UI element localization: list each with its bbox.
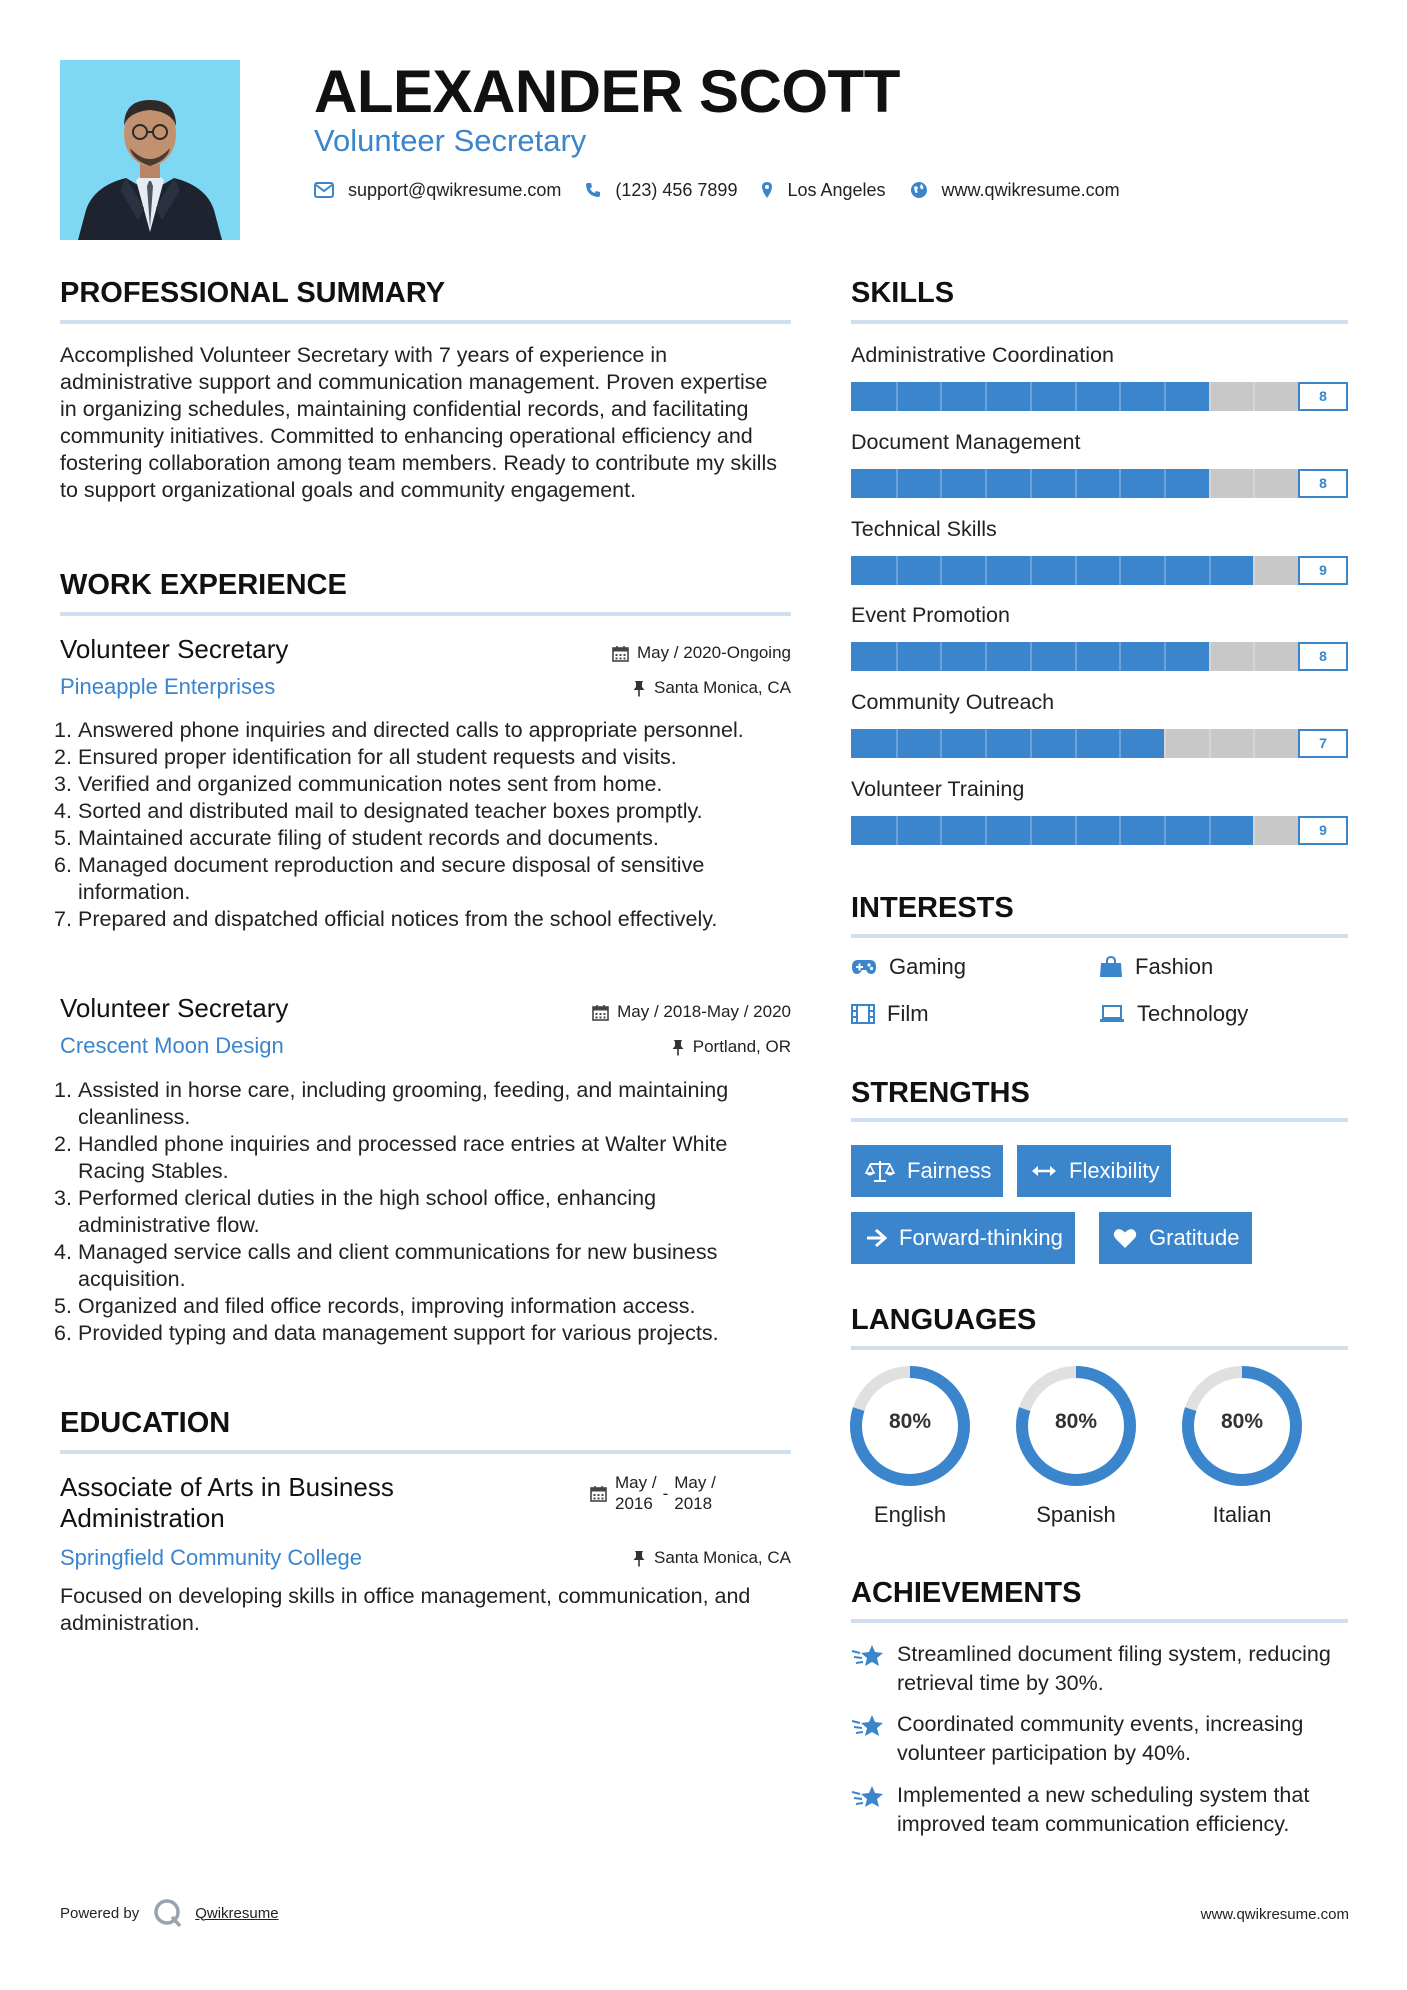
skill-bar-segment [1075,469,1077,498]
language-percent: 80% [1054,1410,1098,1433]
job-title: Volunteer Secretary [60,993,289,1023]
globe-icon [910,181,928,199]
skill-bar-segment [1209,642,1211,671]
strength-label: Flexibility [1069,1158,1160,1183]
skill-bar-segment [1253,469,1255,498]
skill-bar-segment [1209,382,1211,411]
skill-level-badge: 7 [1298,729,1348,758]
list-item: 6. Provided typing and data management support for various projects. [54,1321,719,1345]
skill-bar-segment [896,642,898,671]
achievement-text: Coordinated community events, increasing volunteer participation by 40%. [897,1712,1304,1765]
interest-label: Film [887,1001,929,1026]
languages-heading: LANGUAGES [851,1304,1037,1336]
skill-name: Document Management [851,430,1081,454]
strength-tag [1017,1145,1171,1197]
skill-name: Volunteer Training [851,777,1025,801]
education-start-year: 2016 [615,1494,653,1513]
footer-url[interactable]: www.qwikresume.com [1200,1906,1349,1923]
skill-bar-segment [985,816,987,845]
list-item: 2. Ensured proper identification for all student requests and visits. [54,745,677,769]
gamepad-icon [851,958,877,976]
skill-bar-segment [985,382,987,411]
strengths-heading: STRENGTHS [851,1077,1030,1109]
skill-bar-segment [1030,642,1032,671]
job-dates [592,1001,791,1023]
skill-bar-segment [1075,729,1077,758]
skill-name: Event Promotion [851,603,1010,627]
strength-tag [851,1212,1075,1264]
skill-bar-segment [1164,382,1166,411]
education-dates [590,1472,716,1514]
contact-location [761,180,885,201]
interest-label: Gaming [889,954,967,979]
degree-title-line2: Administration [60,1503,225,1533]
skill-level-badge: 8 [1298,382,1348,411]
skill-bar-segment [1164,816,1166,845]
list-item: 2. Handled phone inquiries and processed race entries at Walter White Racing Stables. [54,1132,728,1183]
job-location-text: Portland, OR [692,1037,791,1056]
contact-bar [314,176,1144,204]
job-dates-text: May / 2018-May / 2020 [617,1002,791,1021]
list-item: 6. Managed document reproduction and secure disposal of sensitive information. [54,853,705,904]
arrows-horizontal-icon [1031,1164,1057,1178]
job-dates-text: May / 2020-Ongoing [636,643,791,662]
list-item: 1. Assisted in horse care, including grooming, feeding, and maintaining cleanliness. [54,1078,729,1129]
skill-bar-segment [896,729,898,758]
skill-level-badge: 8 [1298,642,1348,671]
skill-bar-segment [940,816,942,845]
candidate-title: Volunteer Secretary [314,123,587,158]
qwikresume-link[interactable]: Qwikresume [195,1904,279,1922]
skill-bar-segment [1075,642,1077,671]
phone-icon [585,182,601,198]
film-icon [851,1004,875,1024]
shopping-bag-icon [1099,956,1123,978]
calendar-icon [612,645,629,662]
skill-bar-segment [1164,729,1166,758]
skill-bar-segment [940,729,942,758]
strength-tag [851,1145,1003,1197]
summary-heading: PROFESSIONAL SUMMARY [60,277,446,309]
shooting-star-icon [851,1783,885,1811]
pushpin-icon [671,1039,685,1056]
list-item: 5. Organized and filed office records, improving information access. [54,1294,696,1318]
skill-bar [851,469,1348,498]
map-pin-icon [761,181,773,199]
interest-label: Fashion [1135,954,1214,979]
contact-website-text: www.qwikresume.com [941,179,1120,200]
skill-bar-segment [896,382,898,411]
education-heading: EDUCATION [60,1407,231,1439]
strength-label: Gratitude [1149,1225,1240,1250]
strength-label: Forward-thinking [899,1225,1063,1250]
job-duties-list [54,1077,794,1347]
skill-bar-segment [1209,469,1211,498]
language-name: Spanish [1036,1502,1116,1527]
language-item [848,1364,972,1528]
contact-website[interactable] [910,180,1120,201]
skill-bar-segment [940,556,942,585]
skill-level-badge: 9 [1298,556,1348,585]
achievements-heading: ACHIEVEMENTS [851,1577,1082,1609]
skill-name: Administrative Coordination [851,343,1114,367]
skill-bar-segment [985,729,987,758]
skill-bar-segment [1209,556,1211,585]
strength-tag [1099,1212,1252,1264]
contact-phone-text: (123) 456 7899 [615,179,738,200]
education-end-month: May / [674,1473,716,1492]
qwikresume-logo-icon [153,1898,183,1928]
achievement-item [851,1781,1351,1839]
person-portrait-icon [60,60,240,240]
job-location [632,677,791,699]
language-item [1014,1364,1138,1528]
language-percent: 80% [888,1410,932,1433]
list-item: 1. Answered phone inquiries and directed calls to appropriate personnel. [54,718,744,742]
list-item: 4. Sorted and distributed mail to designated teacher boxes promptly. [54,799,703,823]
skill-bar [851,729,1348,758]
skill-bar [851,556,1348,585]
skill-bar-segment [1164,469,1166,498]
list-item: 7. Prepared and dispatched official notices from the school effectively. [54,907,718,931]
skill-bar-segment [1030,816,1032,845]
calendar-icon [592,1004,609,1021]
job-location [671,1036,791,1058]
calendar-icon [590,1485,607,1502]
education-location-text: Santa Monica, CA [653,1548,791,1567]
contact-email-text: support@qwikresume.com [348,179,562,200]
skill-bar-segment [896,816,898,845]
interest-item [1099,954,1213,980]
skill-bar-segment [1119,382,1121,411]
skill-bar-segment [896,556,898,585]
footer-powered-by [60,1898,279,1928]
envelope-icon [314,182,334,198]
pushpin-icon [632,1550,646,1567]
achievements-divider [851,1619,1348,1623]
skill-bar-segment [1030,556,1032,585]
list-item: 3. Verified and organized communication notes sent from home. [54,772,663,796]
job-company: Crescent Moon Design [60,1033,284,1058]
powered-by-text: Powered by [60,1904,140,1922]
skill-bar [851,382,1348,411]
skill-bar-segment [1075,556,1077,585]
skill-bar-segment [1253,556,1255,585]
skill-bar-segment [940,382,942,411]
language-name: Italian [1212,1502,1272,1527]
achievement-item [851,1640,1351,1698]
experience-heading: WORK EXPERIENCE [60,569,347,601]
laptop-icon [1099,1005,1125,1023]
pushpin-icon [632,680,646,697]
arrow-right-icon [865,1228,887,1248]
interest-item [851,954,966,980]
skill-bar-segment [1119,642,1121,671]
summary-text: Accomplished Volunteer Secretary with 7 years of experience in administrative support and communication management. Proven expertise in organizing schedules, maintaining confidential records, and facilitating community initiatives. Committed to enhancing operational efficiency and fostering collaboration among team members. Ready to contribute my skills to support organizational goals and community engagement. [60,343,777,502]
skill-bar [851,816,1348,845]
skill-bar-segment [1030,729,1032,758]
job-duties-list [54,717,794,933]
education-end-year: 2018 [674,1494,713,1513]
skill-bar-fill [851,556,1253,585]
skill-name: Community Outreach [851,690,1055,714]
job-company: Pineapple Enterprises [60,674,276,699]
language-name: English [873,1502,947,1527]
interest-label: Technology [1137,1001,1249,1026]
education-description: Focused on developing skills in office management, communication, and administration. [60,1584,751,1635]
skill-bar-segment [985,556,987,585]
skill-bar-segment [1075,816,1077,845]
strength-label: Fairness [907,1158,992,1183]
education-start [615,1472,657,1514]
summary-divider [60,320,791,324]
skill-bar-segment [896,469,898,498]
skill-bar-segment [1030,382,1032,411]
skill-bar-segment [1164,556,1166,585]
education-location [632,1547,791,1569]
languages-divider [851,1346,1348,1350]
interests-divider [851,934,1348,938]
skill-name: Technical Skills [851,517,997,541]
skill-level-badge: 8 [1298,469,1348,498]
skill-bar-segment [940,642,942,671]
language-percent: 80% [1220,1410,1264,1433]
achievement-item [851,1710,1351,1768]
skills-divider [851,320,1348,324]
skill-bar-segment [1119,729,1121,758]
skill-bar-segment [1030,469,1032,498]
skill-bar-segment [985,642,987,671]
language-item [1180,1364,1304,1528]
contact-email[interactable] [314,180,561,201]
skill-bar-segment [1253,382,1255,411]
skill-bar-segment [1209,816,1211,845]
interest-item [851,1001,929,1027]
balance-scale-icon [865,1159,895,1183]
education-start-month: May / [615,1473,657,1492]
profile-photo [60,60,240,240]
skill-bar-segment [1119,469,1121,498]
shooting-star-icon [851,1712,885,1740]
heart-icon [1113,1228,1137,1249]
skill-bar-fill [851,816,1253,845]
skill-bar-segment [1253,642,1255,671]
job-title: Volunteer Secretary [60,634,289,664]
achievement-text: Streamlined document filing system, reducing retrieval time by 30%. [897,1642,1331,1695]
skill-level-badge: 9 [1298,816,1348,845]
school-name: Springfield Community College [60,1545,363,1570]
education-end [674,1472,716,1514]
skill-bar [851,642,1348,671]
list-item: 4. Managed service calls and client communications for new business acquisition. [54,1240,718,1291]
contact-location-text: Los Angeles [787,179,886,200]
strengths-divider [851,1118,1348,1122]
list-item: 5. Maintained accurate filing of student records and documents. [54,826,659,850]
skill-bar-segment [940,469,942,498]
interests-heading: INTERESTS [851,892,1014,924]
achievement-text: Implemented a new scheduling system that improved team communication efficiency. [897,1783,1310,1836]
contact-phone[interactable] [585,180,737,201]
job-dates [612,642,791,664]
shooting-star-icon [851,1642,885,1670]
interest-item [1099,1001,1248,1027]
skill-bar-segment [1164,642,1166,671]
skill-bar-segment [985,469,987,498]
skill-bar-segment [1119,556,1121,585]
skill-bar-segment [1253,816,1255,845]
candidate-name: ALEXANDER SCOTT [314,58,900,125]
experience-divider [60,612,791,616]
degree-title-line1: Associate of Arts in Business [60,1472,394,1502]
skills-heading: SKILLS [851,277,955,309]
skill-bar-segment [1209,729,1211,758]
job-location-text: Santa Monica, CA [653,678,791,697]
skill-bar-segment [1119,816,1121,845]
skill-bar-segment [1075,382,1077,411]
skill-bar-segment [1253,729,1255,758]
education-divider [60,1450,791,1454]
list-item: 3. Performed clerical duties in the high school office, enhancing administrative flow. [54,1186,657,1237]
date-separator: - [662,1483,669,1503]
